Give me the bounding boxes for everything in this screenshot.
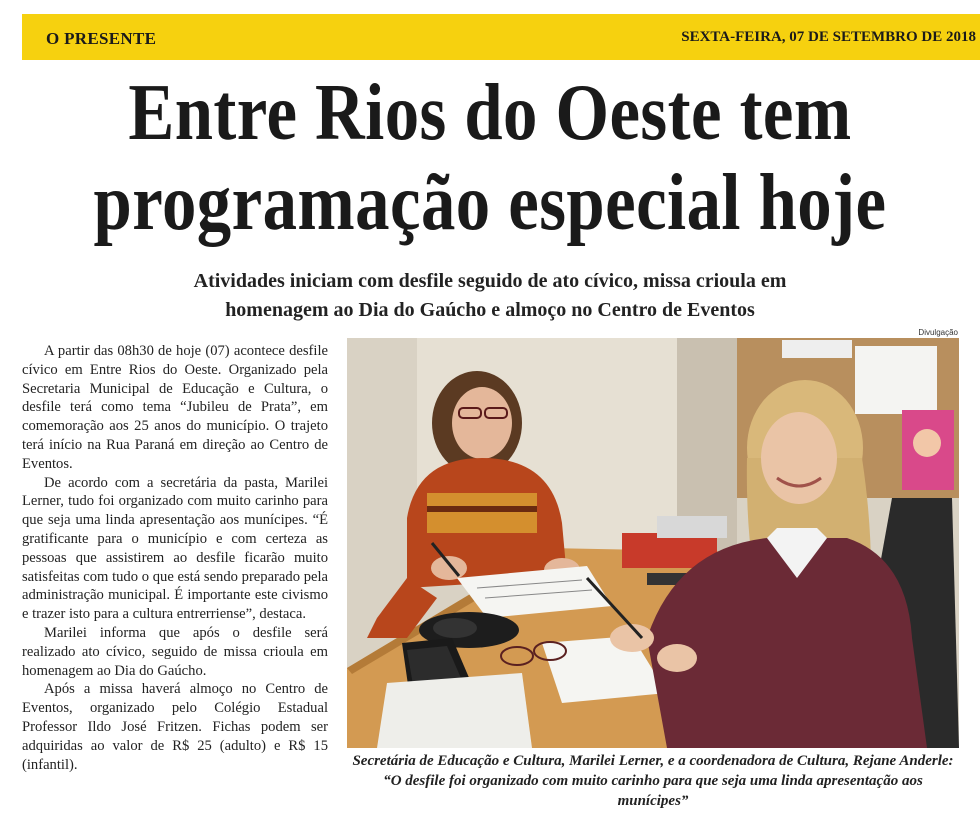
paragraph-3: Marilei informa que após o desfile será realizado ato cívico, seguido de missa crioula em homenagem ao Dia do Gaúcho.	[22, 624, 328, 679]
article-photo	[347, 338, 959, 748]
headline-line-2: programação especial hoje	[93, 159, 887, 247]
photo-caption: Secretária de Educação e Cultura, Marilei Lerner, e a coordenadora de Cultura, Rejane Anderle: “O desfile foi organizado com muito carinho para que seja uma linda apresentação aos munícipes”	[352, 753, 954, 809]
article-body	[22, 342, 328, 774]
newspaper-name: O PRESENTE	[46, 29, 157, 48]
subheadline-line-2: homenagem ao Dia do Gaúcho e almoço no Centro de Eventos	[225, 299, 755, 321]
issue-date: SEXTA-FEIRA, 07 DE SETEMBRO DE 2018	[681, 29, 976, 45]
paragraph-4: Após a missa haverá almoço no Centro de Eventos, organizado pelo Colégio Estadual Professor Ildo José Fritzen. Fichas podem ser adquiridas ao valor de R$ 25 (adulto) e R$ 15 (infantil).	[22, 681, 328, 773]
article-subheadline	[60, 267, 920, 325]
article-headline	[69, 68, 912, 248]
subheadline-line-1: Atividades iniciam com desfile seguido de ato cívico, missa crioula em	[193, 270, 787, 292]
photo-credit: Divulgação	[918, 328, 958, 337]
paragraph-1: A partir das 08h30 de hoje (07) acontece desfile cívico em Entre Rios do Oeste. Organizado pela Secretaria Municipal de Educação e Cultura, o desfile terá como tema “Jubileu de Prata”, em comemoração aos 25 anos do município. O trajeto terá início na Rua Paraná em direção ao Centro de Eventos.	[22, 343, 328, 472]
headline-line-1: Entre Rios do Oeste tem	[128, 69, 852, 157]
newspaper-header-bar	[22, 14, 980, 60]
paragraph-2: De acordo com a secretária da pasta, Marilei Lerner, tudo foi organizado com muito carinho para que seja uma linda apresentação aos munícipes. “É gratificante para o município e com certeza as pessoas que assistirem ao desfile ficarão muito satisfeitas com tudo o que está sendo preparado pela administração municipal. É importante este civismo e trazer isto para a cultura entrerriense”, destaca.	[22, 474, 328, 623]
